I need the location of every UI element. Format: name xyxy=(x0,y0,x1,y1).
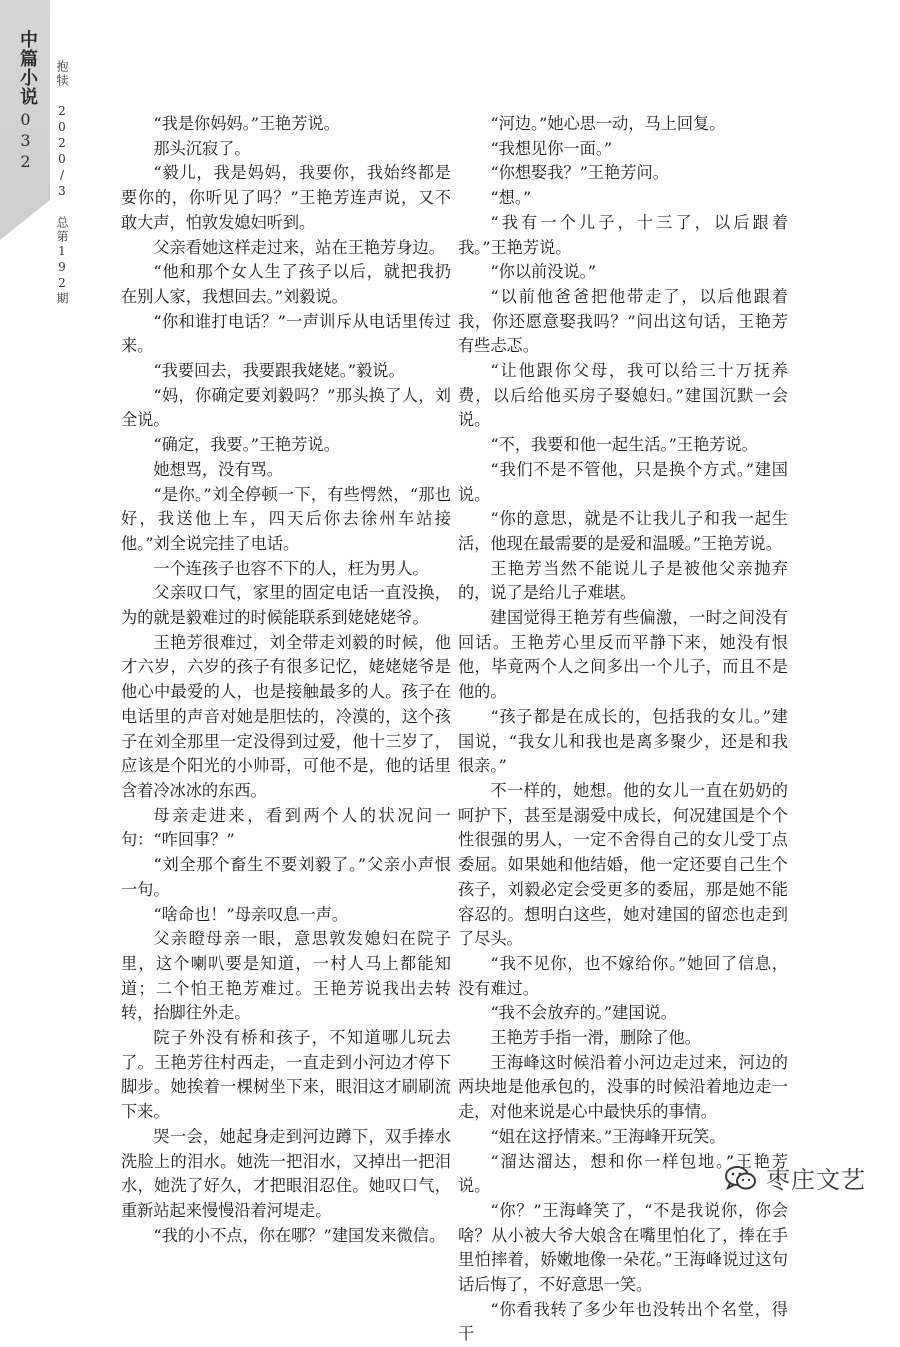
paragraph: “你想娶我？”王艳芳问。 xyxy=(490,163,669,183)
paragraph: “你和谁打电话？”一声训斥从电话里传过来。 xyxy=(121,311,451,356)
paragraph: 院子外没有桥和孩子，不知道哪儿玩去了。王艳芳往村西走，一直走到小河边才停下脚步。她挨着一棵树坐下来，眼泪这才刷刷流下来。 xyxy=(121,1028,451,1122)
paragraph: “让他跟你父母，我可以给三十万抚养费，以后给他买房子娶媳妇。”建国沉默一会说。 xyxy=(458,361,788,430)
paragraph: “你以前没说。” xyxy=(490,262,596,282)
paragraph: “孩子都是在成长的，包括我的女儿。”建国说，“我女儿和我也是离多聚少，还是和我很亲。” xyxy=(458,706,788,776)
paragraph: “我的小不点，你在哪？”建国发来微信。 xyxy=(153,1225,446,1245)
paragraph: 王艳芳手指一滑，删除了他。 xyxy=(490,1028,701,1048)
paragraph: “想。” xyxy=(490,188,532,208)
paragraph: 父亲看她这样走过来，站在王艳芳身边。 xyxy=(153,237,445,257)
paragraph: 父亲瞪母亲一眼，意思敦发媳妇在院子里，这个喇叭要是知道，一村人马上都能知道；二个怕王艳芳难过。王艳芳说我出去转转，抬脚往外走。 xyxy=(121,929,451,1023)
paragraph: “毅儿，我是妈妈，我要你，我始终都是要你的，你听见了吗？”王艳芳连声说，又不敢大声，怕敦发媳妇听到。 xyxy=(121,163,451,232)
paragraph: “姐在这抒情来。”王海峰开玩笑。 xyxy=(490,1126,726,1146)
paragraph: “河边。”她心思一动，马上回复。 xyxy=(490,114,726,133)
page-number: 032 xyxy=(16,110,35,173)
paragraph: “你？”王海峰笑了，“不是我说你，你会啥？从小被大爷大娘含在嘴里怕化了，捧在手里怕摔着，娇嫩地像一朵花。”王海峰说过这句话后悔了，不好意思一笑。 xyxy=(458,1200,788,1295)
watermark xyxy=(724,1160,866,1195)
section-name: 中篇小说 xyxy=(17,30,38,106)
paragraph: “不，我要和他一起生活。”王艳芳说。 xyxy=(490,435,758,455)
paragraph: “确定，我要。”王艳芳说。 xyxy=(153,435,340,455)
paragraph: “溜达溜达，想和你一样包地。”王艳芳说。 xyxy=(458,1151,788,1196)
paragraph: 建国觉得王艳芳有些偏激，一时之间没有回话。王艳芳心里反而平静下来，她没有恨他，毕竟两个人之间多出一个儿子，而且不是他的。 xyxy=(458,608,788,702)
paragraph: “他和那个女人生了孩子以后，就把我扔在别人家，我想回去。”刘毅说。 xyxy=(121,262,451,306)
left-text-column xyxy=(121,112,451,1248)
paragraph: 那头沉寂了。 xyxy=(153,138,251,158)
paragraph: “刘全那个畜生不要刘毅了。”父亲小声恨一句。 xyxy=(121,855,451,899)
issue-info: 抱犊 2020/3 总第192期 xyxy=(55,60,69,306)
paragraph: “我不见你，也不嫁给你。”她回了信息，没有难过。 xyxy=(458,953,788,998)
paragraph: “我不会放弃的。”建国说。 xyxy=(490,1003,677,1023)
paragraph: “以前他爸爸把他带走了，以后他跟着我，你还愿意娶我吗？”问出这句话，王艳芳有些忐忑。 xyxy=(458,286,788,356)
paragraph: 父亲叹口气，家里的固定电话一直没换，为的就是毅难过的时候能联系到姥姥姥爷。 xyxy=(121,583,451,628)
wechat-logo-icon xyxy=(724,1164,758,1192)
paragraph: “妈，你确定要刘毅吗？”那头换了人，刘全说。 xyxy=(121,385,451,430)
paragraph: 王艳芳当然不能说儿子是被他父亲抛弃的，说了是给儿子难堪。 xyxy=(458,558,788,603)
paragraph: “啥命也！”母亲叹息一声。 xyxy=(153,904,349,924)
paragraph: 王海峰这时候沿着小河边走过来，河边的两块地是他承包的，没事的时候沿着地边走一走，对他来说是心中最快乐的事情。 xyxy=(458,1052,788,1122)
paragraph: 王艳芳很难过，刘全带走刘毅的时候，他才六岁，六岁的孩子有很多记忆，姥姥姥爷是他心中最爱的人，也是接触最多的人。孩子在电话里的声音对她是胆怯的，冷漠的，这个孩子在刘全那里一定没得到过爱，他十三岁了，应该是个阳光的小帅哥，可他不是，他的话里含着冷冰冰的东西。 xyxy=(121,632,451,800)
paragraph: 她想骂，没有骂。 xyxy=(153,459,283,479)
paragraph: “是你。”刘全停顿一下，有些愕然，“那也好，我送他上车，四天后你去徐州车站接他。”刘全说完挂了电话。 xyxy=(121,484,451,553)
paragraph: “我是你妈妈。”王艳芳说。 xyxy=(153,114,340,133)
paragraph: “我想见你一面。” xyxy=(490,138,613,158)
paragraph: “我有一个儿子，十三了，以后跟着我。”王艳芳说。 xyxy=(458,212,788,257)
paragraph: “我要回去，我要跟我姥姥。”毅说。 xyxy=(153,361,405,381)
paragraph: 不一样的，她想。他的女儿一直在奶奶的呵护下，甚至是溺爱中成长，何况建国是个个性很强的男人，一定不舍得自己的女儿受丁点委屈。如果她和他结婚，他一定还要自己生个孩子，刘毅必定会受更多的委屈，那是她不能容忍的。想明白这些，她对建国的留恋也走到了尽头。 xyxy=(458,780,788,949)
paragraph: 一个连孩子也容不下的人，枉为男人。 xyxy=(153,558,429,578)
paragraph: 母亲走进来，看到两个人的状况问一句：“咋回事？” xyxy=(121,805,451,850)
watermark-text: 枣庄文艺 xyxy=(766,1166,866,1194)
paragraph: “你看我转了多少年也没转出个名堂，得干 xyxy=(458,1299,788,1344)
paragraph: “你的意思，就是不让我儿子和我一起生活，他现在最需要的是爱和温暖。”王艳芳说。 xyxy=(458,509,788,553)
paragraph: 哭一会，她起身走到河边蹲下，双手捧水洗脸上的泪水。她洗一把泪水，又掉出一把泪水，她洗了好久，才把眼泪忍住。她叹口气，重新站起来慢慢沿着河堤走。 xyxy=(121,1126,451,1220)
paragraph: “我们不是不管他，只是换个方式。”建国说。 xyxy=(458,459,788,504)
